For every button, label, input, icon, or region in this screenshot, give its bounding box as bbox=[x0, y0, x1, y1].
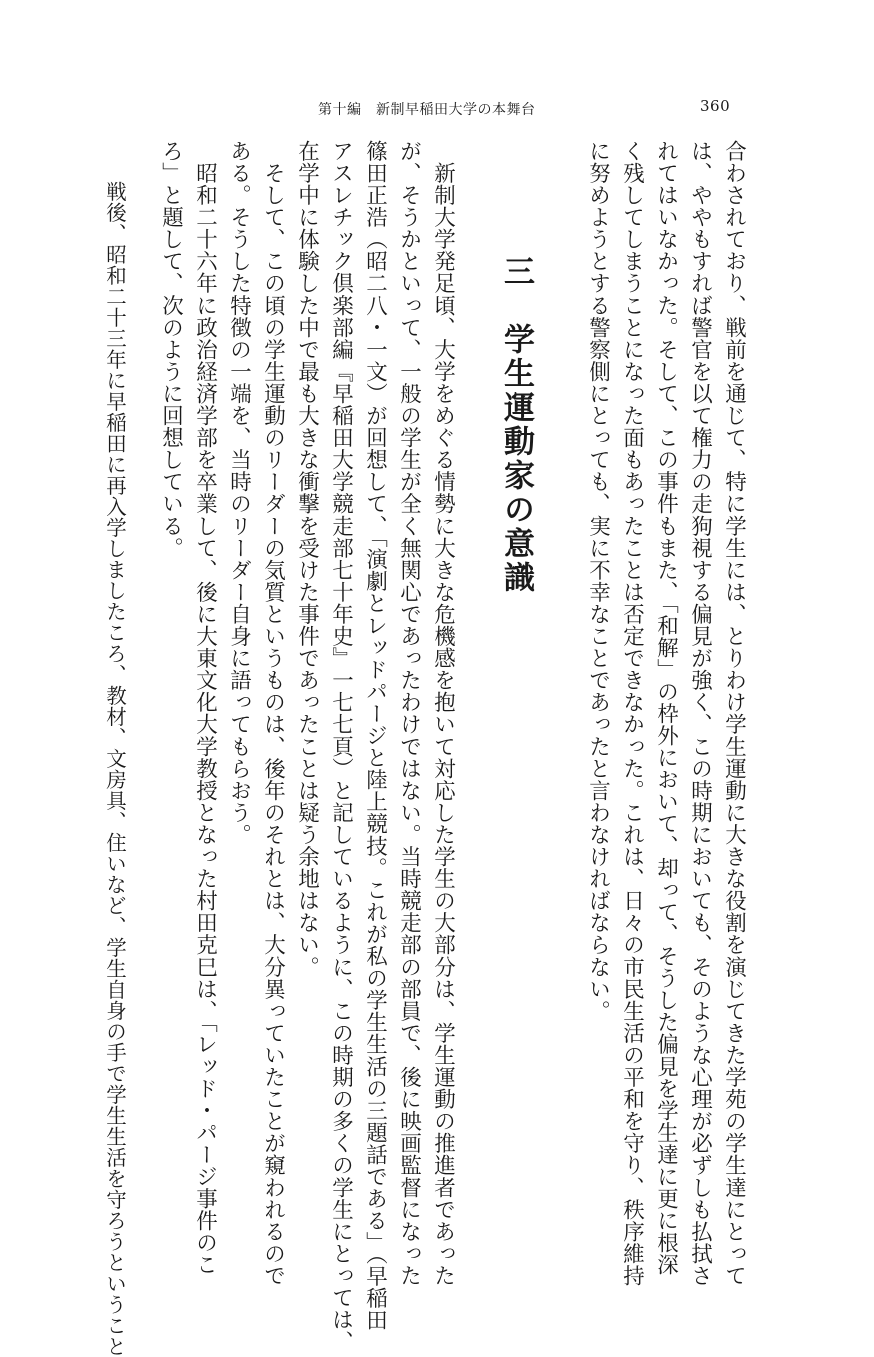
text-line: 合わされており、戦前を通じて、特に学生には、とりわけ学生運動に大きな役割を演じてきた学苑の学生達にとって bbox=[721, 140, 747, 1287]
text-line: く残してしまうことになった面もあったことは否定できなかった。これは、日々の市民生活の平和を守り、秩序維持 bbox=[619, 140, 645, 1287]
text-line: ろ」と題して、次のように回想している。 bbox=[158, 140, 184, 559]
text-line: れてはいなかった。そして、この事件もまた、「和解」の枠外において、却って、そうした偏見を学生達に更に根深 bbox=[653, 140, 679, 1276]
text-line: 篠田正浩（昭二八・一文）が回想して、「演劇とレッドパージと陸上競技。これが私の学生生活の三題話である」（早稲田 bbox=[362, 140, 388, 1332]
text-line: 在学中に体験した中で最も大きな衝撃を受けた事件であったことは疑う余地はない。 bbox=[294, 140, 320, 978]
text-line: ある。そうした特徴の一端を、当時のリーダー自身に語ってもらおう。 bbox=[226, 140, 252, 846]
text-line: は、ややもすれば警官を以て権力の走狗視する偏見が強く、この時期においても、そのような心理が必ずしも払拭さ bbox=[687, 140, 713, 1287]
page-number: 360 bbox=[700, 97, 731, 115]
running-head: 第十編 新制早稲田大学の本舞台 bbox=[318, 102, 536, 118]
text-line: アスレチック倶楽部編『早稲田大学競走部七十年史』一七七頁）と記しているように、この時期の多くの学生にとっては、 bbox=[328, 140, 354, 1353]
section-heading: 三 学生運動家の意識 bbox=[498, 255, 534, 595]
text-line: 新制大学発足頃、大学をめぐる情勢に大きな危機感を抱いて対応した学生の大部分は、学生運動の推進者であった bbox=[430, 140, 456, 1287]
quote-line: 戦後、昭和二十三年に早稲田に再入学しましたころ、教材、文房具、住いなど、学生自身の手で学生生活を守ろうということ bbox=[102, 160, 127, 1357]
text-line: が、そうかといって、一般の学生が全く無関心であったわけではない。当時競走部の部員で、後に映画監督になった bbox=[396, 140, 422, 1287]
text-line: に努めようとする警察側にとっても、実に不幸なことであったと言わなければならない。 bbox=[585, 140, 611, 1022]
text-line: 昭和二十六年に政治経済学部を卒業して、後に大東文化大学教授となった村田克巳は、「レッド・パージ事件のこ bbox=[192, 140, 218, 1276]
text-line: そして、この頃の学生運動のリーダーの気質というものは、後年のそれとは、大分異っていたことが窺われるので bbox=[260, 140, 286, 1287]
